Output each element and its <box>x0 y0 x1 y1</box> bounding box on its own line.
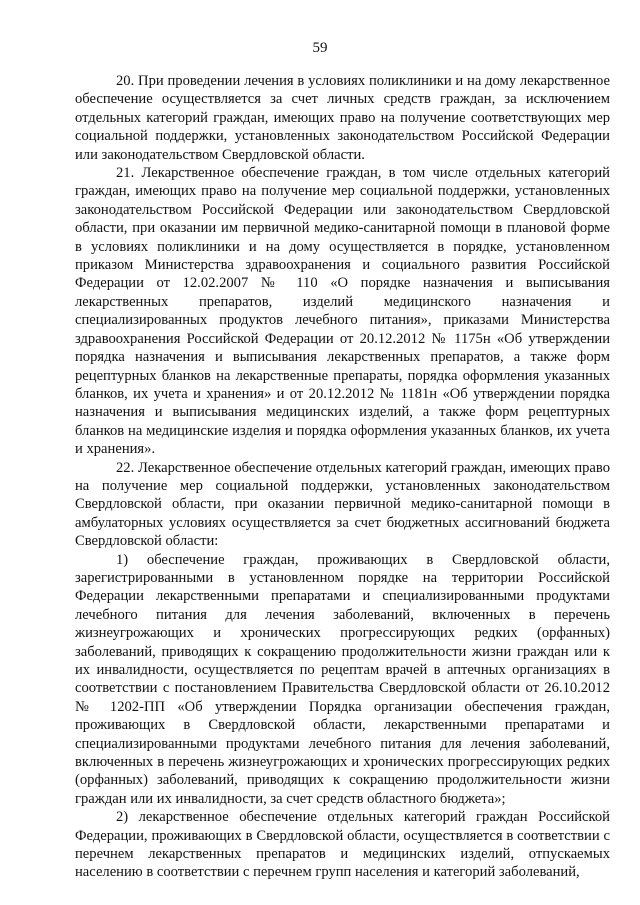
paragraph-22: 22. Лекарственное обеспечение отдельных категорий граждан, имеющих право на получение мер социальной поддержки, установленных законодательством Свердловской области, при оказании первичной медико-санитарной помощи в амбулаторных условиях осуществляется за счет бюджетных ассигнований бюджета Свердловской области: <box>75 459 610 550</box>
page-number: 59 <box>312 40 328 56</box>
document-body <box>75 72 610 882</box>
paragraph-21: 21. Лекарственное обеспечение граждан, в том числе отдельных категорий граждан, имеющих право на получение мер социальной поддержки, установленных законодательством Российской Федерации или законодательством Свердловской области, при оказании им первичной медико-санитарной помощи в плановой форме в условиях поликлиники и на дому осуществляется в порядке, установленном приказом Министерства здравоохранения и социального развития Российской Федерации от 12.02.2007 № 110 «О порядке назначения и выписывания лекарственных препаратов, изделий медицинского назначения и специализированных продуктов лечебного питания», приказами Министерства здравоохранения Российской Федерации от 20.12.2012 № 1175н «Об утверждении порядка назначения и выписывания лекарственных препаратов, а также форм рецептурных бланков на лекарственные препараты, порядка оформления указанных бланков, их учета и хранения» и от 20.12.2012 № 1181н «Об утверждении порядка назначения и выписывания медицинских изделий, а также форм рецептурных бланков на медицинские изделия и порядка оформления указанных бланков, их учета и хранения». <box>75 165 610 458</box>
paragraph-22-item-1: 1) обеспечение граждан, проживающих в Свердловской области, зарегистрированными в установленном порядке на территории Российской Федерации лекарственными препаратами и специализированными продуктами лечебного питания для лечения заболеваний, включенных в перечень жизнеугрожающих и хронических прогрессирующих редких (орфанных) заболеваний, приводящих к сокращению продолжительности жизни граждан или к их инвалидности, осуществляется по рецептам врачей в аптечных организациях в соответствии с постановлением Правительства Свердловской области от 26.10.2012 № 1202-ПП «Об утверждении Порядка организации обеспечения граждан, проживающих в Свердловской области, лекарственными препаратами и специализированными продуктами лечебного питания для лечения заболеваний, включенных в перечень жизнеугрожающих и хронических прогрессирующих редких (орфанных) заболеваний, приводящих к сокращению продолжительности жизни граждан или их инвалидности, за счет средств областного бюджета»; <box>75 551 610 807</box>
paragraph-20: 20. При проведении лечения в условиях поликлиники и на дому лекарственное обеспечение осуществляется за счет личных средств граждан, за исключением отдельных категорий граждан, имеющих право на получение соответствующих мер социальной поддержки, установленных законодательством Российской Федерации или законодательством Свердловской области. <box>75 73 610 163</box>
paragraph-22-item-2: 2) лекарственное обеспечение отдельных категорий граждан Российской Федерации, проживающих в Свердловской области, осуществляется в соответствии с перечнем лекарственных препаратов и медицинских изделий, отпускаемых населению в соответствии с перечнем групп населения и категорий заболеваний, <box>75 809 610 881</box>
